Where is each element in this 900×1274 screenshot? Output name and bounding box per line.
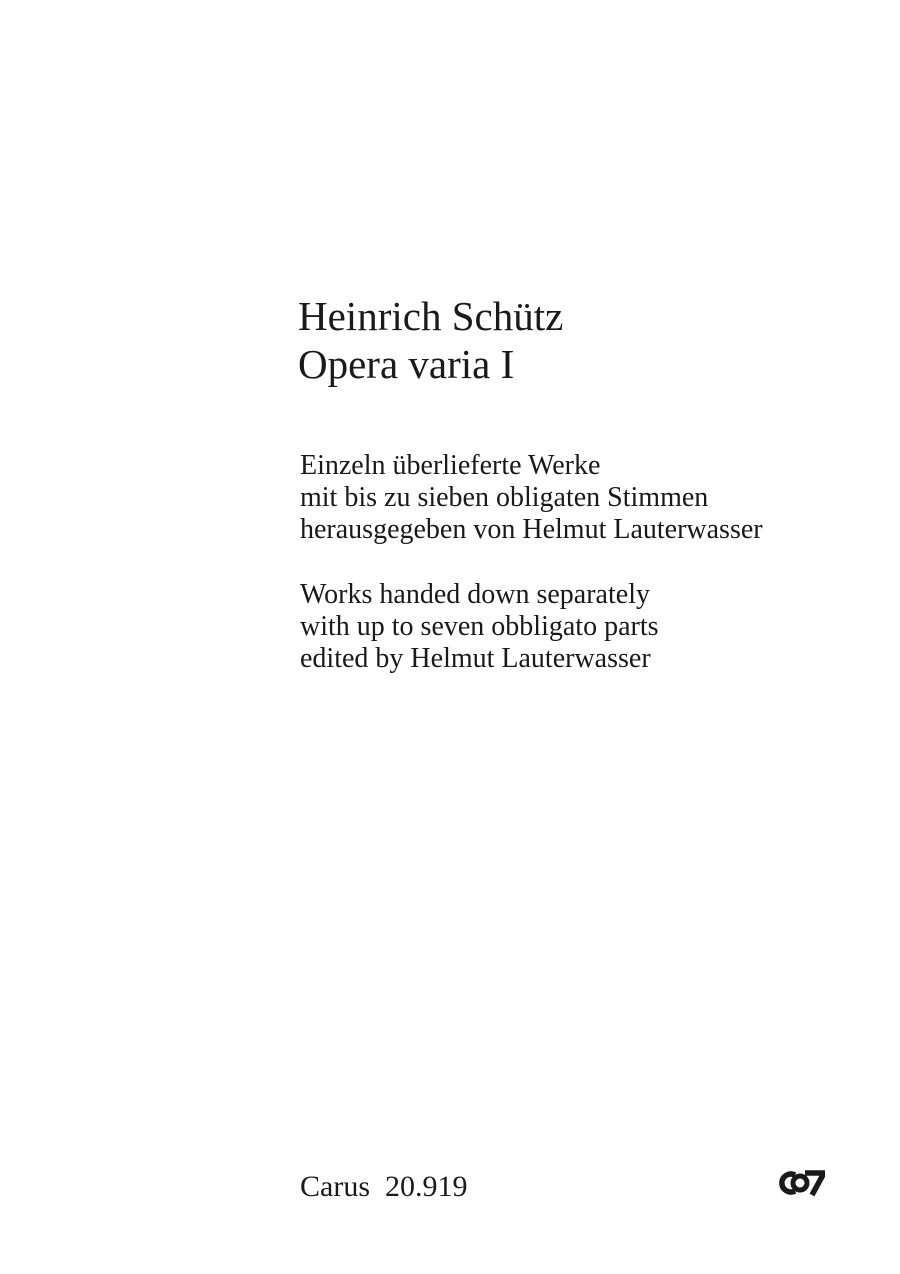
catalog-number: Carus 20.919 <box>300 1170 468 1203</box>
title-block <box>298 292 563 388</box>
german-line-3: herausgegeben von Helmut Lauterwasser <box>300 514 763 545</box>
german-line-1: Einzeln überlieferte Werke <box>300 450 601 481</box>
english-line-1: Works handed down separately <box>300 579 650 610</box>
english-description <box>300 579 659 675</box>
carus-logo-icon <box>775 1168 825 1198</box>
composer-name: Heinrich Schütz <box>298 293 564 339</box>
german-description <box>300 450 763 546</box>
english-line-3: edited by Helmut Lauterwasser <box>300 643 651 674</box>
work-title: Opera varia I <box>298 341 515 387</box>
english-line-2: with up to seven obbligato parts <box>300 611 659 642</box>
german-line-2: mit bis zu sieben obligaten Stimmen <box>300 482 709 513</box>
